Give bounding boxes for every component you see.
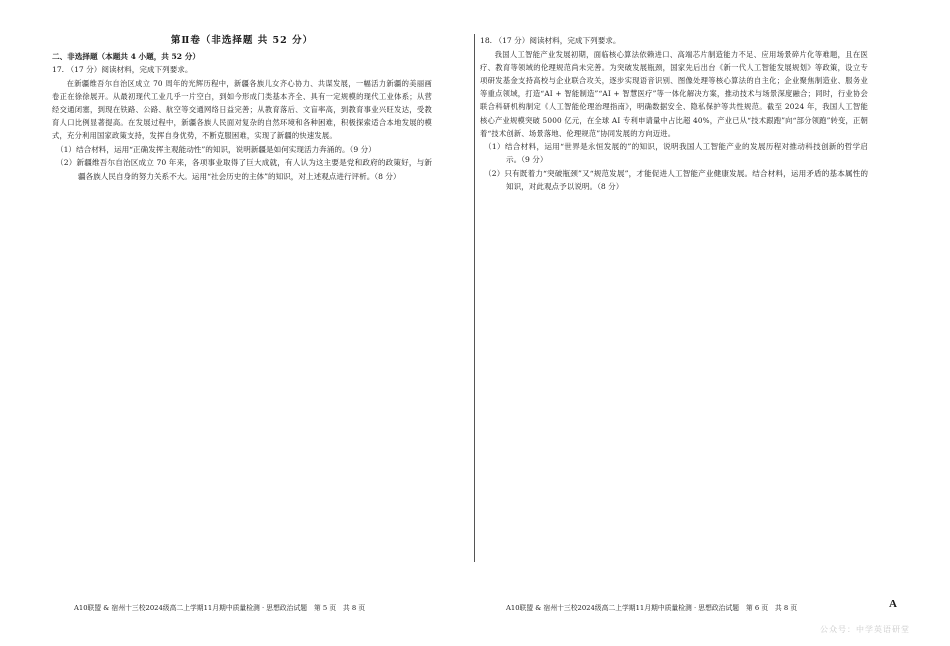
question-18-sub2: （2）只有既着力“突破瓶颈”又“规范发展”，才能促进人工智能产业健康发展。结合材料，运用矛盾的基本属性的知识，对此观点予以说明。（8 分） bbox=[484, 168, 868, 192]
question-17-material: 在新疆维吾尔自治区成立 70 周年的光辉历程中，新疆各族儿女齐心协力、共谋发展，一幅活力新疆的美丽画卷正在徐徐展开。从最初现代工业几乎一片空白，到如今形成门类基本齐全、具有一定规模的现代工业体系；从营经交通闭塞，到现在铁路、公路、航空等交通网络日益完善；从教育落后、文盲率高，到教育事业兴旺发达，受教育人口比例显著提高。在发展过程中，新疆各族人民面对复杂的自然环境和各种困难，积极探索适合本地发展的模式，充分利用国家政策支持，发挥自身优势，不断克服困难，实现了新疆的快速发展。 bbox=[52, 78, 432, 141]
watermark: 公众号：中学英语研堂 bbox=[820, 625, 910, 634]
right-column bbox=[480, 34, 868, 194]
question-18-material: 我国人工智能产业发展初期，面临核心算法依赖进口、高端芯片制造能力不足、应用场景碎片化等难题，且在医疗、教育等领域的伦理规范尚未完善。为突破发展瓶颈，国家先后出台《新一代人工智能发展规划》等政策，设立专项研发基金支持高校与企业联合攻关，逐步实现语音识别、图像处理等核心算法的自主化；企业聚焦制造业、服务业等重点领域，打造“AI + 智能制造”“AI + 智慧医疗”等一体化解决方案，推动技术与场景深度融合；同时，行业协会联合科研机构制定《人工智能伦理治理指南》，明确数据安全、隐私保护等共性规范。截至 2024 年，我国人工智能核心产业规模突破 5000 亿元，在全球 AI 专利申请量中占比超 40%，产业已从“技术跟跑”向“部分领跑”转变，正朝着“技术创新、场景落地、伦理规范”协同发展的方向迈进。 bbox=[480, 49, 868, 138]
section-title: 第Ⅱ卷（非选择题 共 52 分） bbox=[170, 35, 314, 46]
paper-version-mark: A bbox=[889, 598, 897, 610]
question-18-sub1: （1）结合材料，运用“世界是永恒发展的”的知识，说明我国人工智能产业的发展历程对推动科技创新的哲学启示。（9 分） bbox=[484, 141, 868, 165]
section-subtitle: 二、非选择题（本题共 4 小题，共 52 分） bbox=[52, 51, 200, 61]
question-18-head: 18. （17 分）阅读材料，完成下列要求。 bbox=[480, 36, 621, 45]
page-5-footer: A10联盟 & 宿州十三校2024级高二上学期11月期中质量检测 · 思想政治试题 第 5 页 共 8 页 bbox=[74, 604, 366, 612]
left-column bbox=[52, 34, 432, 183]
page-5 bbox=[0, 0, 474, 646]
page-6 bbox=[476, 0, 950, 646]
page-6-footer: A10联盟 & 宿州十三校2024级高二上学期11月期中质量检测 · 思想政治试题 第 6 页 共 8 页 bbox=[506, 604, 798, 612]
question-17-sub2: （2）新疆维吾尔自治区成立 70 年来，各项事业取得了巨大成就，有人认为这主要是党和政府的政策好，与新疆各族人民自身的努力关系不大。运用“社会历史的主体”的知识，对上述观点进行评析。（8 分） bbox=[56, 158, 432, 181]
question-17-head: 17. （17 分）阅读材料，完成下列要求。 bbox=[52, 65, 193, 74]
question-17-sub1: （1）结合材料，运用“正确发挥主观能动性”的知识，说明新疆是如何实现活力奔涌的。（9 分） bbox=[56, 144, 376, 154]
page-divider bbox=[474, 34, 475, 562]
